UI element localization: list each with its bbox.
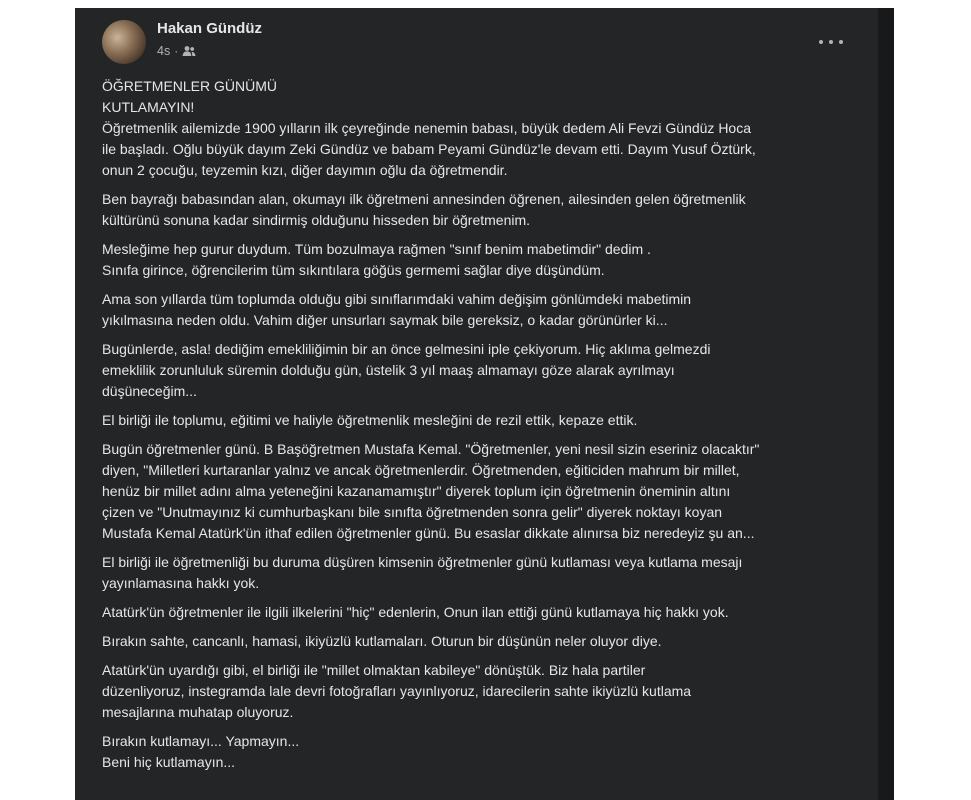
avatar[interactable] (102, 20, 146, 64)
post-body (102, 76, 862, 781)
post-meta (157, 43, 196, 59)
post-paragraph: Bugün öğretmenler günü. B Başöğretmen Mustafa Kemal. "Öğretmenler, yeni nesil sizin eseriniz olacaktır" diyen, "Milletleri kurtaranlar yalnız ve ancak öğretmenlerdir. Öğretmenden, eğiticiden mahrum bir millet, henüz bir millet adını alma yeteneğini kazanamamıştır" diyerek toplum için öğretmenin öneminin altını çizen ve "Unutmayınız ki cumhurbaşkanı bile sınıfta öğretmenden sonra gelir" diyerek noktayı koyan Mustafa Kemal Atatürk'ün ithaf edilen öğretmenler günü. Bu esaslar dikkate alınırsa biz neredeyiz şu an... (102, 441, 760, 541)
post-timestamp[interactable]: 4s (157, 44, 171, 58)
post-paragraph: Bugünlerde, asla! dediğim emekliliğimin bir an önce gelmesini iple çekiyorum. Hiç aklıma gelmezdi emeklilik zorunluluk süremin dolduğu gün, üstelik 3 yıl maaş almamayı göze alarak ayrılmayı düşüneceğim... (102, 341, 711, 399)
post-paragraph: Ben bayrağı babasından alan, okumayı ilk öğretmeni annesinden öğrenen, ailesinden gelen öğretmenlik kültürünü sonuna kadar sindirmiş olduğunu hisseden bir öğretmenim. (102, 191, 746, 228)
post-paragraph: El birliği ile öğretmenliği bu duruma düşüren kimsenin öğretmenler günü kutlaması veya kutlama mesajı yayınlamasına hakkı yok. (102, 554, 743, 591)
scrollbar-track[interactable] (878, 8, 894, 800)
post-paragraph: Atatürk'ün öğretmenler ile ilgili ilkelerini "hiç" edenlerin, Onun ilan ettiği günü kutlamaya hiç hakkı yok. (102, 604, 729, 620)
post-paragraph: Bırakın sahte, cancanlı, hamasi, ikiyüzlü kutlamaları. Oturun bir düşünün neler oluyor diye. (102, 633, 662, 649)
post-paragraph: Bırakın kutlamayı... Yapmayın... Beni hiç kutlamayın... (102, 733, 300, 770)
post-paragraph: ÖĞRETMENLER GÜNÜMÜ KUTLAMAYIN! Öğretmenlik ailemizde 1900 yılların ilk çeyreğinde nenemin babası, büyük dedem Ali Fevzi Gündüz Hoca ile başladı. Oğlu büyük dayım Zeki Gündüz ve babam Peyami Gündüz'le devam etti. Dayım Yusuf Öztürk, onun 2 çocuğu, teyzemin kızı, diğer dayımın oğlu da öğretmendir. (102, 78, 756, 178)
post-header (75, 8, 894, 68)
post-paragraph: Mesleğime hep gurur duydum. Tüm bozulmaya rağmen "sınıf benim mabetimdir" dedim . Sınıfa girince, öğrencilerim tüm sıkıntılara göğüs germemi sağlar diye düşündüm. (102, 241, 651, 278)
friends-icon[interactable] (182, 45, 196, 57)
post-paragraph: Ama son yıllarda tüm toplumda olduğu gibi sınıflarımdaki vahim değişim gönlümdeki mabetimin yıkılmasına neden oldu. Vahim diğer unsurları saymak bile gereksiz, o kadar görünürler ki... (102, 291, 692, 328)
post-card (75, 8, 894, 800)
meta-separator: · (174, 44, 179, 58)
more-options-icon[interactable] (819, 35, 843, 49)
post-paragraph: El birliği ile toplumu, eğitimi ve haliyle öğretmenlik mesleğini de rezil ettik, kepaze ettik. (102, 412, 638, 428)
author-name[interactable]: Hakan Gündüz (157, 20, 263, 37)
post-paragraph: Atatürk'ün uyardığı gibi, el birliği ile "millet olmaktan kabileye" dönüştük. Biz hala partiler düzenliyoruz, instegramda lale devri fotoğrafları yayınlıyoruz, idarecilerin sahte ikiyüzlü kutlama mesajlarına muhatap oluyoruz. (102, 662, 692, 720)
